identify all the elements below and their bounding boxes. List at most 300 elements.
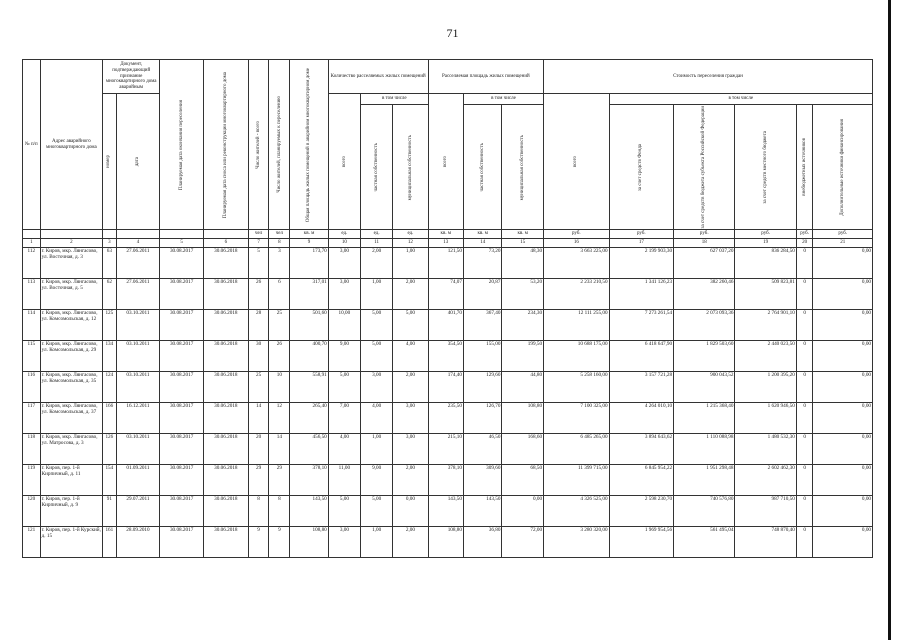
table-cell: 30.06.2018 [203,278,248,309]
th-count-private-cell [361,105,393,230]
th-doc-date: дата [135,157,141,167]
table-cell: 3,00 [328,278,360,309]
page-number: 71 [446,26,459,40]
unit-cell: кв. м [290,230,328,239]
table-cell: 1,00 [361,433,393,464]
table-cell: 28 [248,309,269,340]
table-cell: 378,10 [290,464,328,495]
unit-cell: чел [269,230,290,239]
th-residents-total-text: Число жителей - всего [255,120,261,169]
th-cost-subject-cell [674,105,735,230]
table-cell: 0,00 [813,340,873,371]
table-cell: 0 [796,526,813,557]
table-cell: 2 199 903,30 [609,247,673,278]
unit-cell: ед. [361,230,393,239]
column-number-cell: 19 [735,239,796,248]
unit-cell [203,230,248,239]
th-area-private-cell [463,105,501,230]
unit-cell: кв. м [428,230,463,239]
table-cell: 509 823,81 [735,278,796,309]
table-cell: 0 [796,495,813,526]
table-cell: 199,50 [502,340,544,371]
table-cell: 0 [796,402,813,433]
table-cell: 6 418 647,90 [609,340,673,371]
table-cell: 0,00 [813,464,873,495]
table-cell: 5,00 [361,340,393,371]
table-cell: 1 969 954,56 [609,526,673,557]
th-doc-number: номер [106,155,112,169]
table-cell: г. Киров, мкр. Лянгасово, ул. Комсомольская, д. 35 [40,371,102,402]
th-cost-fund: за счет средств Фонда [638,143,644,191]
table-cell: 113 [23,278,41,309]
table-cell: 48,30 [502,247,544,278]
table-cell: 30.08.2017 [160,495,204,526]
table-cell: 7,00 [328,402,360,433]
table-cell: 627 037,20 [674,247,735,278]
column-number-cell: 10 [328,239,360,248]
table-cell: 25 [248,371,269,402]
table-cell: 0,00 [813,247,873,278]
column-number-cell: 18 [674,239,735,248]
table-cell: 0,00 [502,495,544,526]
column-number-cell: 8 [269,239,290,248]
table-cell: 0,00 [813,495,873,526]
table-cell: 3,00 [328,247,360,278]
table-cell: 68,50 [502,464,544,495]
table-cell: 03.10.2011 [116,309,160,340]
table-cell: 14 [248,402,269,433]
table-cell: 2,00 [361,247,393,278]
table-cell: г. Киров, мкр. Лянгасово, ул. Восточная, д. 5 [40,278,102,309]
table-cell: 30.08.2017 [160,371,204,402]
column-number-cell: 11 [361,239,393,248]
th-cost-local-cell [735,105,796,230]
th-address: Адрес аварийного многоквартирного дома [40,60,102,230]
table-cell: 501,60 [290,309,328,340]
table-cell: 317,01 [290,278,328,309]
table-cell: 2 440 023,50 [735,340,796,371]
table-cell: 2 598 230,70 [609,495,673,526]
table-cell: г. Киров, мкр. Лянгасово, ул. Восточная, д. 3 [40,247,102,278]
table-cell: 5,00 [393,309,428,340]
th-area-private: частная собственность [479,142,485,192]
column-number-cell: 6 [203,239,248,248]
table-cell: 129,60 [463,371,501,402]
unit-cell: кв. м [463,230,501,239]
table-cell: 115 [23,340,41,371]
th-area-municipal: муниципальная собственность [519,134,525,200]
table-cell: 7 273 261,54 [609,309,673,340]
table-cell: 12 [269,402,290,433]
table-cell: 836 284,50 [735,247,796,278]
unit-cell: ед. [393,230,428,239]
table-cell: 9,00 [361,464,393,495]
table-cell: 2 764 901,10 [735,309,796,340]
table-cell: 3,00 [328,526,360,557]
unit-cell [116,230,160,239]
table-cell: 6 485 265,00 [544,433,610,464]
table-cell: 5,00 [328,371,360,402]
column-number-cell: 12 [393,239,428,248]
table-cell: 0 [796,340,813,371]
table-cell: 126 [103,433,117,464]
scan-edge [888,0,891,640]
table-cell: 121 [23,526,41,557]
table-cell: 1 829 503,60 [674,340,735,371]
table-cell: 30.06.2018 [203,495,248,526]
column-number-cell: 1 [23,239,41,248]
th-count-municipal: муниципальная собственность [407,134,413,200]
table-cell: 143,50 [290,495,328,526]
table-cell: 8 [248,495,269,526]
column-number-cell: 4 [116,239,160,248]
table-cell: 118 [23,433,41,464]
table-cell: г. Киров, мкр. Лянгасово, ул. Матросова, д. 3 [40,433,102,464]
table-cell: 5,00 [361,495,393,526]
table-cell: 03.10.2011 [116,433,160,464]
table-cell: 740 576,80 [674,495,735,526]
resettlement-table [22,59,873,558]
table-cell: 1 951 298,48 [674,464,735,495]
th-total-area [290,60,328,230]
table-cell: 10 688 175,00 [544,340,610,371]
table-cell: 234,30 [502,309,544,340]
table-cell: 30.06.2018 [203,433,248,464]
th-cost-other-cell [796,105,813,230]
table-cell: 116 [23,371,41,402]
table-cell: 30.08.2017 [160,278,204,309]
table-cell: 26 [269,340,290,371]
th-group-area: Расселяемая площадь жилых помещений [428,60,543,94]
unit-cell [40,230,102,239]
table-cell: 30.06.2018 [203,526,248,557]
table-cell: 108,80 [502,402,544,433]
table-cell: 748 870,40 [735,526,796,557]
table-cell: 4,00 [361,402,393,433]
table-cell: 117 [23,402,41,433]
th-cost-total-cell [544,94,610,230]
table-cell: 30 [248,340,269,371]
table-cell: 2 073 093,36 [674,309,735,340]
table-cell: г. Киров, мкр. Лянгасово, ул. Комсомольская, д. 29 [40,340,102,371]
unit-cell: руб. [544,230,610,239]
table-cell: 215,10 [428,433,463,464]
table-cell: 400,70 [290,340,328,371]
th-count-private: частная собственность [373,142,379,192]
table-cell: 2,00 [393,464,428,495]
table-cell: 161 [103,526,117,557]
th-cost-total: всего [573,156,579,168]
unit-cell: руб. [813,230,873,239]
table-cell: 26 [248,278,269,309]
table-cell: 125 [103,309,117,340]
table-cell: 143,50 [428,495,463,526]
table-cell: 124 [103,371,117,402]
table-cell: 03.10.2011 [116,371,160,402]
table-cell: 0 [796,371,813,402]
table-cell: 265,40 [290,402,328,433]
table-cell: 0,00 [813,402,873,433]
column-number-cell: 21 [813,239,873,248]
table-cell: 143,50 [463,495,501,526]
th-total-area-text: Общая площадь жилых помещений в аварийном многоквартирном доме [306,67,312,222]
th-residents-total [248,60,269,230]
table-cell: 114 [23,309,41,340]
table-cell: 166 [103,402,117,433]
table-cell: 3,00 [393,402,428,433]
column-number-cell: 5 [160,239,204,248]
table-cell: 4,00 [328,433,360,464]
table-cell: 6 845 954,22 [609,464,673,495]
th-cost-fund-cell [609,105,673,230]
table-cell: 6 [269,278,290,309]
table-cell: 1 215 368,40 [674,402,735,433]
column-number-cell: 14 [463,239,501,248]
table-row [23,526,873,557]
table-cell: 4 264 010,10 [609,402,673,433]
table-cell: 2,00 [393,278,428,309]
table-cell: 354,50 [428,340,463,371]
table-cell: 25 [269,309,290,340]
column-number-cell: 20 [796,239,813,248]
table-cell: 134 [103,340,117,371]
th-number: № п/п [23,60,41,230]
table-cell: 108,80 [428,526,463,557]
table-cell: 1 620 946,50 [735,402,796,433]
table-cell: 1,00 [361,526,393,557]
table-cell: 30.06.2018 [203,371,248,402]
table-row [23,247,873,278]
table-cell: г. Киров, пер. 1-й Кирпичный, д. 11 [40,464,102,495]
table-cell: 0 [796,278,813,309]
table-cell: 11 399 715,00 [544,464,610,495]
table-cell: 16.12.2011 [116,402,160,433]
table-cell: 30.08.2017 [160,309,204,340]
table-cell: 168,60 [502,433,544,464]
table-cell: 0 [796,433,813,464]
table-cell: 30.08.2017 [160,464,204,495]
table-cell: 03.10.2011 [116,340,160,371]
th-cost-local: за счет средств местного бюджета [762,130,768,204]
table-cell: 5,00 [361,309,393,340]
table-cell: 01.09.2011 [116,464,160,495]
th-plan-demolition [203,60,248,230]
column-numbers-row [23,239,873,248]
table-cell: 53,20 [502,278,544,309]
table-body [23,247,873,557]
table-cell: 5 [248,247,269,278]
table-cell: 2 233 210,50 [544,278,610,309]
column-number-cell: 2 [40,239,102,248]
table-cell: 1 480 532,30 [735,433,796,464]
th-cost-incl: в том числе [609,94,872,105]
table-cell: 28.09.2010 [116,526,160,557]
table-cell: 0,00 [813,371,873,402]
table-cell: 174,40 [428,371,463,402]
table-cell: 4 326 525,00 [544,495,610,526]
table-cell: 0,00 [813,526,873,557]
table-cell: 2 602 462,30 [735,464,796,495]
table-cell: 14 [269,433,290,464]
table-row [23,402,873,433]
table-cell: 12 111 255,00 [544,309,610,340]
table-cell: 309,60 [463,464,501,495]
table-cell: 1,00 [393,247,428,278]
table-cell: 10 [269,371,290,402]
table-cell: 3 157 721,28 [609,371,673,402]
th-area-total: всего [442,156,448,168]
table-cell: 1 200 395,20 [735,371,796,402]
column-number-cell: 13 [428,239,463,248]
table-cell: 30.06.2018 [203,340,248,371]
th-area-total-cell [428,94,463,230]
table-cell: 4,00 [393,340,428,371]
table-cell: 9 [269,526,290,557]
table-cell: 112 [23,247,41,278]
table-cell: 63 [103,247,117,278]
table-cell: 62 [103,278,117,309]
table-cell: 3 280 320,00 [544,526,610,557]
table-cell: 126,70 [463,402,501,433]
unit-cell: руб. [796,230,813,239]
table-cell: 456,50 [290,433,328,464]
table-cell: 30.08.2017 [160,402,204,433]
table-row [23,495,873,526]
table-cell: 30.06.2018 [203,309,248,340]
th-group-count: Количество расселяемых жилых помещений [328,60,428,94]
table-row [23,309,873,340]
table-cell: 7 100 325,00 [544,402,610,433]
table-cell: 0,00 [813,309,873,340]
table-cell: 235,50 [428,402,463,433]
unit-cell [23,230,41,239]
table-cell: 120 [23,495,41,526]
th-residents-planned-text: Число жителей, планируемых к переселению [276,96,282,194]
table-cell: г. Киров, пер. 1-й Курский, д. 15 [40,526,102,557]
table-cell: 30.06.2018 [203,247,248,278]
table-cell: 30.06.2018 [203,402,248,433]
th-count-total: всего [341,156,347,168]
table-cell: 3,00 [361,371,393,402]
column-number-cell: 3 [103,239,117,248]
column-number-cell: 17 [609,239,673,248]
table-cell: 561 495,04 [674,526,735,557]
table-cell: 5 258 160,00 [544,371,610,402]
table-cell: 36,80 [463,526,501,557]
th-document: Документ, подтверждающий признание многоквартирного дома аварийным [103,60,160,94]
th-plan-demolition-text: Планируемая дата сноса или реконструкции многоквартирного дома [222,71,228,218]
unit-cell: руб. [609,230,673,239]
table-row [23,371,873,402]
column-number-cell: 9 [290,239,328,248]
table-cell: 20,87 [463,278,501,309]
table-cell: 0 [796,464,813,495]
table-cell: 2,00 [393,526,428,557]
column-number-cell: 16 [544,239,610,248]
table-cell: 91 [103,495,117,526]
table-row [23,464,873,495]
table-cell: 27.06.2011 [116,247,160,278]
unit-cell: руб. [735,230,796,239]
table-cell: 9,00 [328,340,360,371]
table-cell: 30.08.2017 [160,340,204,371]
table-cell: 3,00 [393,433,428,464]
table-cell: 1,00 [361,278,393,309]
table-row [23,433,873,464]
unit-cell: чел [248,230,269,239]
table-cell: 20 [248,433,269,464]
unit-cell: кв. м [502,230,544,239]
table-cell: 0 [796,247,813,278]
th-count-municipal-cell [393,105,428,230]
table-cell: 173,70 [290,247,328,278]
th-doc-date-cell [116,94,160,230]
table-cell: 8 [269,495,290,526]
table-cell: 900 043,52 [674,371,735,402]
th-area-municipal-cell [502,105,544,230]
table-cell: 11,00 [328,464,360,495]
table-cell: 3 [269,247,290,278]
th-count-incl: в том числе [361,94,429,105]
table-cell: 10,00 [328,309,360,340]
column-number-cell: 15 [502,239,544,248]
table-cell: 0,00 [813,278,873,309]
table-cell: г. Киров, пер. 1-й Кирпичный, д. 9 [40,495,102,526]
th-cost-other: внебюджетных источников [801,138,807,197]
th-residents-planned [269,60,290,230]
table-cell: 3 894 643,62 [609,433,673,464]
table-row [23,340,873,371]
table-cell: 30.08.2017 [160,526,204,557]
units-row [23,230,873,239]
table-cell: 30.08.2017 [160,247,204,278]
table-cell: 2,00 [393,371,428,402]
table-row [23,278,873,309]
table-cell: 30.08.2017 [160,433,204,464]
table-cell: 29 [248,464,269,495]
table-cell: 29 [269,464,290,495]
th-doc-number-cell [103,94,117,230]
table-cell: 121,50 [428,247,463,278]
table-cell: 73,20 [463,247,501,278]
table-cell: 27.06.2011 [116,278,160,309]
table-cell: 987 710,50 [735,495,796,526]
table-cell: 558,91 [290,371,328,402]
table-cell: 367,40 [463,309,501,340]
table-cell: г. Киров, мкр. Лянгасово, ул. Комсомольская, д. 37 [40,402,102,433]
unit-cell: руб. [674,230,735,239]
table-cell: 44,80 [502,371,544,402]
table-cell: 5,00 [328,495,360,526]
column-number-cell: 7 [248,239,269,248]
table-cell: 378,10 [428,464,463,495]
table-cell: 29.07.2011 [116,495,160,526]
table-cell: 72,00 [502,526,544,557]
th-group-cost: Стоимость переселения граждан [544,60,873,94]
unit-cell [160,230,204,239]
th-count-total-cell [328,94,360,230]
th-cost-extra: Дополнительные источники финансирования [839,118,845,216]
table-cell: 30.06.2018 [203,464,248,495]
table-cell: 3 663 225,00 [544,247,610,278]
th-cost-extra-cell [813,105,873,230]
unit-cell [103,230,117,239]
table-cell: 108,80 [290,526,328,557]
th-plan-relocation-text: Планируемая дата окончания переселения [178,99,184,190]
th-area-incl: в том числе [463,94,543,105]
unit-cell: ед. [328,230,360,239]
table-cell: 46,50 [463,433,501,464]
